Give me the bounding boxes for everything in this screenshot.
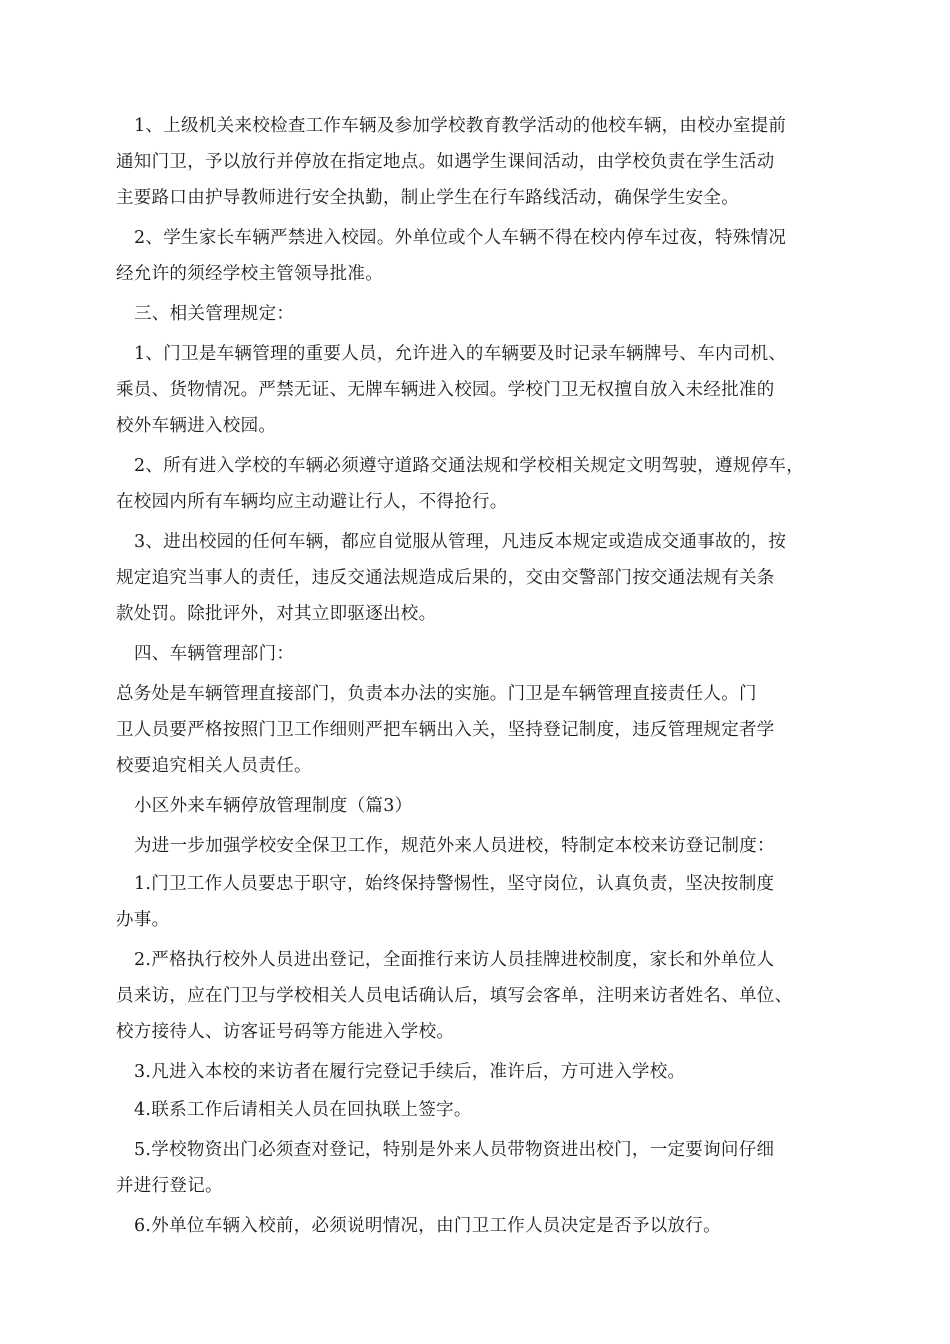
text-line: 6.外单位车辆入校前，必须说明情况，由门卫工作人员决定是否予以放行。 — [134, 1216, 721, 1236]
text-line: 校方接待人、访客证号码等方能进入学校。 — [116, 1022, 455, 1042]
text-line: 1、门卫是车辆管理的重要人员，允许进入的车辆要及时记录车辆牌号、车内司机、 — [134, 344, 787, 364]
document-title: 小区外来车辆停放管理制度（篇3） — [134, 796, 413, 816]
text-line: 在校园内所有车辆均应主动避让行人，不得抢行。 — [116, 492, 508, 512]
text-line: 2、学生家长车辆严禁进入校园。外单位或个人车辆不得在校内停车过夜，特殊情况 — [134, 228, 787, 248]
text-line: 2、所有进入学校的车辆必须遵守道路交通法规和学校相关规定文明驾驶，遵规停车， — [134, 456, 805, 476]
text-line: 2.严格执行校外人员进出登记，全面推行来访人员挂牌进校制度，家长和外单位人 — [134, 950, 775, 970]
section-heading: 四、车辆管理部门： — [134, 644, 295, 664]
text-line: 乘员、货物情况。严禁无证、无牌车辆进入校园。学校门卫无权擅自放入未经批准的 — [116, 380, 775, 400]
text-line: 办事。 — [116, 910, 170, 930]
text-line: 3、进出校园的任何车辆，都应自觉服从管理，凡违反本规定或造成交通事故的，按 — [134, 532, 787, 552]
section-heading: 三、相关管理规定： — [134, 304, 295, 324]
text-line: 校外车辆进入校园。 — [116, 416, 277, 436]
text-line: 1.门卫工作人员要忠于职守，始终保持警惕性，坚守岗位，认真负责，坚决按制度 — [134, 874, 775, 894]
text-line: 5.学校物资出门必须查对登记，特别是外来人员带物资进出校门，一定要询问仔细 — [134, 1140, 775, 1160]
text-line: 规定追究当事人的责任，违反交通法规造成后果的，交由交警部门按交通法规有关条 — [116, 568, 775, 588]
text-line: 款处罚。除批评外，对其立即驱逐出校。 — [116, 604, 437, 624]
text-line: 通知门卫，予以放行并停放在指定地点。如遇学生课间活动，由学校负责在学生活动 — [116, 152, 775, 172]
text-line: 经允许的须经学校主管领导批准。 — [116, 264, 383, 284]
text-line: 员来访，应在门卫与学校相关人员电话确认后，填写会客单，注明来访者姓名、单位、 — [116, 986, 793, 1006]
text-line: 总务处是车辆管理直接部门，负责本办法的实施。门卫是车辆管理直接责任人。门 — [116, 684, 757, 704]
text-line: 3.凡进入本校的来访者在履行完登记手续后，准许后，方可进入学校。 — [134, 1062, 686, 1082]
text-line: 1、上级机关来校检查工作车辆及参加学校教育教学活动的他校车辆，由校办室提前 — [134, 116, 787, 136]
text-line: 卫人员要严格按照门卫工作细则严把车辆出入关，坚持登记制度，违反管理规定者学 — [116, 720, 775, 740]
text-line: 为进一步加强学校安全保卫工作，规范外来人员进校，特制定本校来访登记制度： — [134, 836, 775, 856]
text-line: 并进行登记。 — [116, 1176, 223, 1196]
text-line: 校要追究相关人员责任。 — [116, 756, 312, 776]
text-line: 4.联系工作后请相关人员在回执联上签字。 — [134, 1100, 472, 1120]
text-line: 主要路口由护导教师进行安全执勤，制止学生在行车路线活动，确保学生安全。 — [116, 188, 739, 208]
